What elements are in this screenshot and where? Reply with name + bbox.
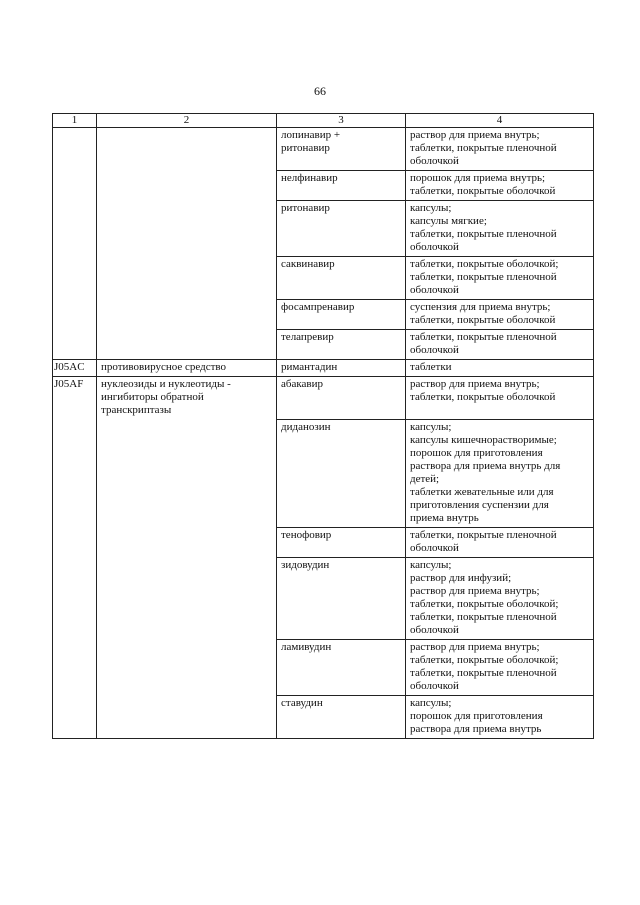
drug-group-cell: противовирусное средство bbox=[97, 360, 277, 377]
drug-name-cell: диданозин bbox=[277, 420, 406, 528]
column-header-2: 2 bbox=[97, 114, 277, 128]
table-row bbox=[53, 128, 594, 171]
table-header bbox=[53, 114, 594, 128]
column-header-3: 3 bbox=[277, 114, 406, 128]
dosage-forms-cell: раствор для приема внутрь; таблетки, покрытые пленочной оболочкой bbox=[406, 128, 594, 171]
table-row bbox=[53, 360, 594, 377]
drug-name-cell: лопинавир + ритонавир bbox=[277, 128, 406, 171]
drug-name-cell: саквинавир bbox=[277, 257, 406, 300]
drug-name-cell: абакавир bbox=[277, 377, 406, 420]
drug-name-cell: зидовудин bbox=[277, 558, 406, 640]
atc-code-cell: J05AC bbox=[53, 360, 97, 377]
dosage-forms-cell: суспензия для приема внутрь; таблетки, покрытые оболочкой bbox=[406, 300, 594, 330]
drug-name-cell: римантадин bbox=[277, 360, 406, 377]
drug-name-cell: ламивудин bbox=[277, 640, 406, 696]
atc-code-cell bbox=[53, 128, 97, 360]
dosage-forms-cell: таблетки, покрытые оболочкой; таблетки, покрытые пленочной оболочкой bbox=[406, 257, 594, 300]
dosage-forms-cell: раствор для приема внутрь; таблетки, покрытые оболочкой bbox=[406, 377, 594, 420]
drug-name-cell: фосампренавир bbox=[277, 300, 406, 330]
drug-name-cell: ритонавир bbox=[277, 201, 406, 257]
dosage-forms-cell: порошок для приема внутрь; таблетки, покрытые оболочкой bbox=[406, 171, 594, 201]
table-row bbox=[53, 377, 594, 420]
dosage-forms-cell: таблетки, покрытые пленочной оболочкой bbox=[406, 330, 594, 360]
header-row bbox=[53, 114, 594, 128]
column-header-4: 4 bbox=[406, 114, 594, 128]
atc-code-cell: J05AF bbox=[53, 377, 97, 739]
medication-table bbox=[52, 113, 594, 739]
drug-name-cell: тенофовир bbox=[277, 528, 406, 558]
dosage-forms-cell: капсулы; капсулы мягкие; таблетки, покрытые пленочной оболочкой bbox=[406, 201, 594, 257]
drug-group-cell: нуклеозиды и нуклеотиды - ингибиторы обратной транскриптазы bbox=[97, 377, 277, 739]
dosage-forms-cell: таблетки, покрытые пленочной оболочкой bbox=[406, 528, 594, 558]
drug-group-cell bbox=[97, 128, 277, 360]
column-header-1: 1 bbox=[53, 114, 97, 128]
dosage-forms-cell: капсулы; раствор для инфузий; раствор для приема внутрь; таблетки, покрытые оболочкой; таблетки, покрытые пленочной оболочкой bbox=[406, 558, 594, 640]
dosage-forms-cell: капсулы; порошок для приготовления раствора для приема внутрь bbox=[406, 696, 594, 739]
table-body bbox=[53, 128, 594, 739]
drug-name-cell: нелфинавир bbox=[277, 171, 406, 201]
drug-name-cell: ставудин bbox=[277, 696, 406, 739]
page-number: 66 bbox=[314, 84, 326, 98]
dosage-forms-cell: таблетки bbox=[406, 360, 594, 377]
drug-name-cell: телапревир bbox=[277, 330, 406, 360]
dosage-forms-cell: раствор для приема внутрь; таблетки, покрытые оболочкой; таблетки, покрытые пленочной оболочкой bbox=[406, 640, 594, 696]
dosage-forms-cell: капсулы; капсулы кишечнорастворимые; порошок для приготовления раствора для приема внутрь для детей; таблетки жевательные или для приготовления суспензии для приема внутрь bbox=[406, 420, 594, 528]
